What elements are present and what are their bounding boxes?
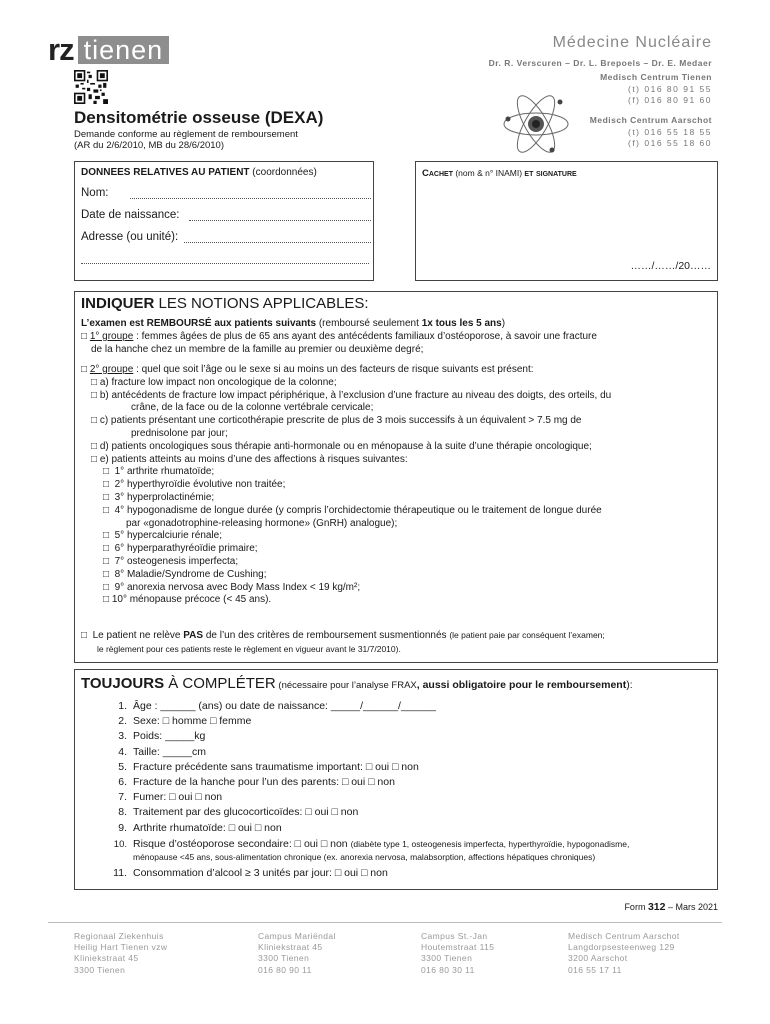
question-text: Consommation d’alcool ≥ 3 unités par jour: □ oui □ non (133, 866, 388, 879)
question-text: Fumer: □ oui □ non (133, 791, 223, 804)
site-fax: (f) 016 80 91 60 (627, 95, 712, 105)
footer-line: Langdorpsesteenweg 129 (568, 942, 675, 953)
cachet-heading-bold2: et signature (524, 168, 577, 179)
checkbox-icon[interactable]: □ (103, 530, 115, 542)
site-fax: (f) 016 55 18 60 (627, 138, 712, 148)
name-field[interactable] (81, 187, 371, 199)
group-2-label: 2° groupe (89, 364, 134, 375)
question-text: Fracture précédente sans traumatisme important: □ oui □ non (133, 760, 419, 773)
question-number: 2. (118, 715, 127, 728)
question-number: 4. (118, 745, 127, 758)
question-text: Arthrite rhumatoïde: □ oui □ non (133, 821, 282, 834)
group-1-option[interactable] (81, 331, 597, 344)
footer-line: 3300 Tienen (258, 953, 310, 964)
patient-data-box (74, 161, 374, 281)
not-reimbursed-text: Le patient ne relève (92, 630, 184, 641)
risk-item-d[interactable] (91, 441, 715, 454)
not-reimbursed-note-cont: le règlement pour ces patients reste le règlement en vigueur avant le 31/7/2010). (97, 644, 401, 654)
question-item[interactable] (93, 729, 713, 744)
affection-item[interactable] (103, 543, 715, 556)
logo-rz: rz (48, 32, 74, 67)
footer-line: 3300 Tienen (421, 953, 473, 964)
question-text: Sexe: □ homme □ femme (133, 715, 252, 728)
affection-list (91, 466, 715, 607)
birthdate-label: Date de naissance: (81, 209, 180, 221)
checkbox-icon[interactable]: □ (103, 568, 115, 580)
group-1-text: : femmes âgées de plus de 65 ans ayant des antécédents familiaux d’ostéoporose, à savoir une fracture (133, 330, 597, 342)
reimbursement-bold2: 1x tous les 5 ans (421, 318, 502, 329)
question-item[interactable] (93, 745, 713, 760)
risk-item-c[interactable] (91, 415, 715, 428)
risk-item-text: b) antécédents de fracture low impact périphérique, à l’exclusion d’une fracture au niveau des doigts, des orteils, du (99, 389, 612, 401)
footer-line: Medisch Centrum Aarschot (568, 931, 680, 941)
footer-line: Regionaal Ziekenhuis (74, 931, 164, 941)
affection-item[interactable] (103, 582, 715, 595)
question-number: 7. (118, 791, 127, 804)
always-heading (81, 675, 633, 693)
footer-line: 016 55 17 11 (568, 964, 622, 975)
always-heading-end: ): (626, 679, 633, 691)
reimbursement-mid: (remboursé seulement (316, 318, 422, 329)
subtitle-line: (AR du 2/6/2010, MB du 28/6/2010) (74, 140, 224, 151)
form-suffix: – Mars 2021 (665, 902, 718, 912)
affection-item[interactable] (103, 466, 715, 479)
patient-heading (81, 167, 317, 178)
group-2-items (91, 377, 715, 607)
question-note: (diabète type 1, osteogenesis imperfecta, hyperthyroïdie, hypogonadisme, (350, 838, 630, 849)
not-reimbursed-bold: PAS (183, 630, 204, 641)
address-label: Adresse (ou unité): (81, 231, 179, 243)
question-item[interactable] (93, 821, 713, 836)
question-text: Âge : ______ (ans) ou date de naissance: _____/______/______ (133, 700, 436, 712)
name-label: Nom: (81, 187, 109, 199)
patient-heading-bold: DONNEES RELATIVES AU PATIENT (81, 167, 250, 178)
footer-divider (48, 922, 722, 923)
footer-col-hospital (74, 931, 167, 976)
group-2-option[interactable] (81, 364, 534, 377)
birthdate-field[interactable] (81, 209, 371, 221)
question-item[interactable] (93, 760, 713, 775)
affection-text: 7° osteogenesis imperfecta; (114, 555, 239, 567)
footer-line: Campus Mariëndal (258, 931, 336, 941)
always-heading-bold: TOUJOURS (81, 675, 165, 692)
affection-item[interactable] (103, 479, 715, 492)
form-prefix: Form (624, 902, 648, 912)
question-text: Poids: _____kg (133, 730, 206, 743)
footer-line: Kliniekstraat 45 (258, 942, 323, 953)
atom-icon (500, 88, 572, 160)
affection-text: 9° anorexia nervosa avec Body Mass Index < 19 kg/m²; (114, 581, 361, 593)
logo-tienen: tienen (78, 36, 170, 64)
group-1-text-cont: de la hanche chez un membre de la famille au premier ou deuxième degré; (91, 343, 424, 355)
site-aarschot (590, 115, 712, 150)
risk-item-b[interactable] (91, 390, 715, 403)
footer-line: Campus St.-Jan (421, 931, 488, 941)
doctors-list: Dr. R. Verscuren – Dr. L. Brepoels – Dr. E. Medaer (488, 58, 712, 68)
site-name: Medisch Centrum Tienen (600, 72, 712, 82)
question-number: 9. (118, 821, 127, 834)
not-reimbursed-note: (le patient paie par conséquent l’examen; (449, 630, 605, 640)
site-tel: (t) 016 80 91 55 (627, 83, 712, 94)
affection-text: 5° hypercalciurie rénale; (114, 530, 222, 542)
cachet-date-line[interactable]: ……/……/20…… (630, 260, 711, 272)
question-item[interactable] (93, 775, 713, 790)
question-item[interactable] (93, 836, 713, 864)
footer-line: Kliniekstraat 45 (74, 953, 139, 964)
footer-line: Houtemstraat 115 (421, 942, 495, 953)
risk-item-text: e) patients atteints au moins d’une des affections à risques suivantes: (99, 453, 408, 465)
qr-code-icon (74, 70, 108, 104)
site-tienen (600, 72, 712, 107)
risk-item-text: a) fracture low impact non oncologique de la colonne; (99, 376, 337, 388)
patient-heading-rest: (coordonnées) (249, 167, 317, 178)
question-item[interactable] (93, 790, 713, 805)
footer-col-mariendal (258, 931, 336, 976)
question-text: Risque d’ostéoporose secondaire: □ oui □ non (133, 837, 348, 850)
affection-text: 2° hyperthyroïdie évolutive non traitée; (114, 479, 286, 491)
frax-questions (93, 699, 713, 881)
checkbox-icon[interactable]: □ (103, 479, 115, 491)
department-name: Médecine Nucléaire (552, 34, 712, 51)
criteria-heading-rest: LES NOTIONS APPLICABLES: (154, 295, 369, 312)
footer-col-aarschot (568, 931, 680, 976)
question-note-cont: ménopause <45 ans, sous-alimentation chronique (ex. anorexia nervosa, malabsorption, affections hépatiques chroniques) (133, 851, 596, 862)
checkbox-icon[interactable]: □ (103, 504, 115, 516)
question-number: 5. (118, 760, 127, 773)
question-text: Traitement par des glucocorticoïdes: □ oui □ non (133, 806, 359, 819)
always-heading-small: (nécessaire pour l’analyse FRAX (275, 680, 417, 691)
applicable-criteria-box (74, 291, 718, 663)
question-number: 3. (118, 730, 127, 743)
question-number: 8. (118, 806, 127, 819)
risk-item-text: d) patients oncologiques sous thérapie anti-hormonale ou en ménopause à la suite d’une thérapie oncologique; (99, 440, 592, 452)
address-field[interactable] (81, 231, 371, 243)
criteria-heading-bold: INDIQUER (81, 295, 155, 312)
checkbox-icon[interactable]: □ (91, 440, 100, 452)
group-2-text: : quel que soit l’âge ou le sexe si au moins un des facteurs de risque suivants est présent: (133, 364, 534, 375)
document-subtitle (74, 129, 298, 151)
footer-line: 016 80 30 11 (421, 964, 475, 975)
checkbox-icon[interactable]: □ (103, 466, 115, 478)
affection-text: 3° hyperprolactinémie; (114, 491, 215, 503)
question-item[interactable] (93, 864, 713, 881)
cachet-heading-mid: (nom & n° INAMI) (452, 168, 525, 178)
reimbursement-bold: L’examen est REMBOURSÉ aux patients suivants (81, 318, 317, 329)
question-text: Taille: _____cm (133, 745, 206, 758)
question-number: 6. (118, 776, 127, 789)
affection-item[interactable] (103, 556, 715, 569)
checkbox-icon[interactable]: □ (91, 389, 100, 401)
affection-item[interactable] (103, 594, 715, 607)
risk-item-text-cont: crâne, de la face ou de la colonne vertébrale cervicale; (131, 402, 374, 414)
not-reimbursed-text2: de l’un des critères de remboursement susmentionnés (203, 630, 450, 641)
document-title: Densitométrie osseuse (DEXA) (74, 108, 324, 127)
subtitle-line: Demande conforme au règlement de remboursement (74, 129, 298, 140)
address-line-2[interactable] (81, 263, 369, 264)
criteria-heading (81, 295, 369, 312)
affection-text-cont: par «gonadotrophine-releasing hormone» (GnRH) analogue); (126, 517, 398, 529)
footer-line: 3200 Aarschot (568, 953, 628, 964)
question-item[interactable] (93, 714, 713, 729)
footer-col-stjan (421, 931, 494, 976)
question-item[interactable] (93, 805, 713, 820)
site-tel: (t) 016 55 18 55 (627, 126, 712, 137)
checkbox-icon[interactable]: □ (103, 594, 112, 606)
reimbursement-line (81, 318, 505, 331)
cachet-heading (422, 168, 577, 179)
affection-item[interactable] (103, 530, 715, 543)
checkbox-icon[interactable]: □ (81, 630, 93, 641)
risk-item-text: c) patients présentant une corticothérapie prescrite de plus de 3 mois successifs à un équivalent > 7.5 mg de (99, 415, 582, 427)
checkbox-icon[interactable]: □ (81, 330, 90, 342)
checkbox-icon[interactable]: □ (91, 376, 100, 388)
risk-item-e[interactable] (91, 454, 715, 467)
not-reimbursed-option[interactable] (81, 629, 605, 643)
always-heading-bold2: , aussi obligatoire pour le remboursement (416, 679, 627, 691)
question-item[interactable] (93, 699, 713, 714)
form-number-value: 312 (647, 901, 666, 913)
risk-item-text-cont: prednisolone par jour; (131, 427, 228, 439)
risk-item-a[interactable] (91, 377, 715, 390)
hospital-logo (48, 32, 169, 67)
checkbox-icon[interactable]: □ (91, 415, 100, 427)
affection-item[interactable] (103, 505, 715, 518)
checkbox-icon[interactable]: □ (103, 581, 115, 593)
affection-text: 8° Maladie/Syndrome de Cushing; (114, 568, 267, 580)
question-number: 1. (118, 700, 127, 712)
always-heading-rest: À COMPLÉTER (164, 675, 276, 692)
affection-text: 6° hyperparathyréoïdie primaire; (114, 543, 258, 555)
checkbox-icon[interactable]: □ (103, 491, 115, 503)
footer-line: Heilig Hart Tienen vzw (74, 942, 168, 953)
checkbox-icon[interactable]: □ (103, 543, 115, 555)
affection-text: 4° hypogonadisme de longue durée (y compris l’orchidectomie thérapeutique ou le traitement de longue durée (114, 504, 602, 516)
affection-item[interactable] (103, 569, 715, 582)
group-1-label: 1° groupe (89, 330, 134, 342)
affection-item[interactable] (103, 492, 715, 505)
reimbursement-end: ) (501, 318, 506, 329)
question-text: Fracture de la hanche pour l’un des parents: □ oui □ non (133, 776, 395, 789)
checkbox-icon[interactable]: □ (81, 364, 90, 375)
question-number: 11. (113, 866, 127, 879)
affection-text: 1° arthrite rhumatoïde; (114, 466, 215, 478)
question-number: 10. (113, 838, 127, 850)
affection-text: 10° ménopause précoce (< 45 ans). (111, 594, 272, 606)
footer-line: 3300 Tienen (74, 964, 126, 975)
cachet-heading-bold: Cachet (422, 168, 453, 179)
site-name: Medisch Centrum Aarschot (589, 115, 712, 125)
checkbox-icon[interactable]: □ (103, 555, 115, 567)
always-complete-box (74, 669, 718, 890)
footer-line: 016 80 90 11 (258, 964, 312, 975)
cachet-box (415, 161, 718, 281)
checkbox-icon[interactable]: □ (91, 453, 100, 465)
form-number (624, 901, 718, 913)
